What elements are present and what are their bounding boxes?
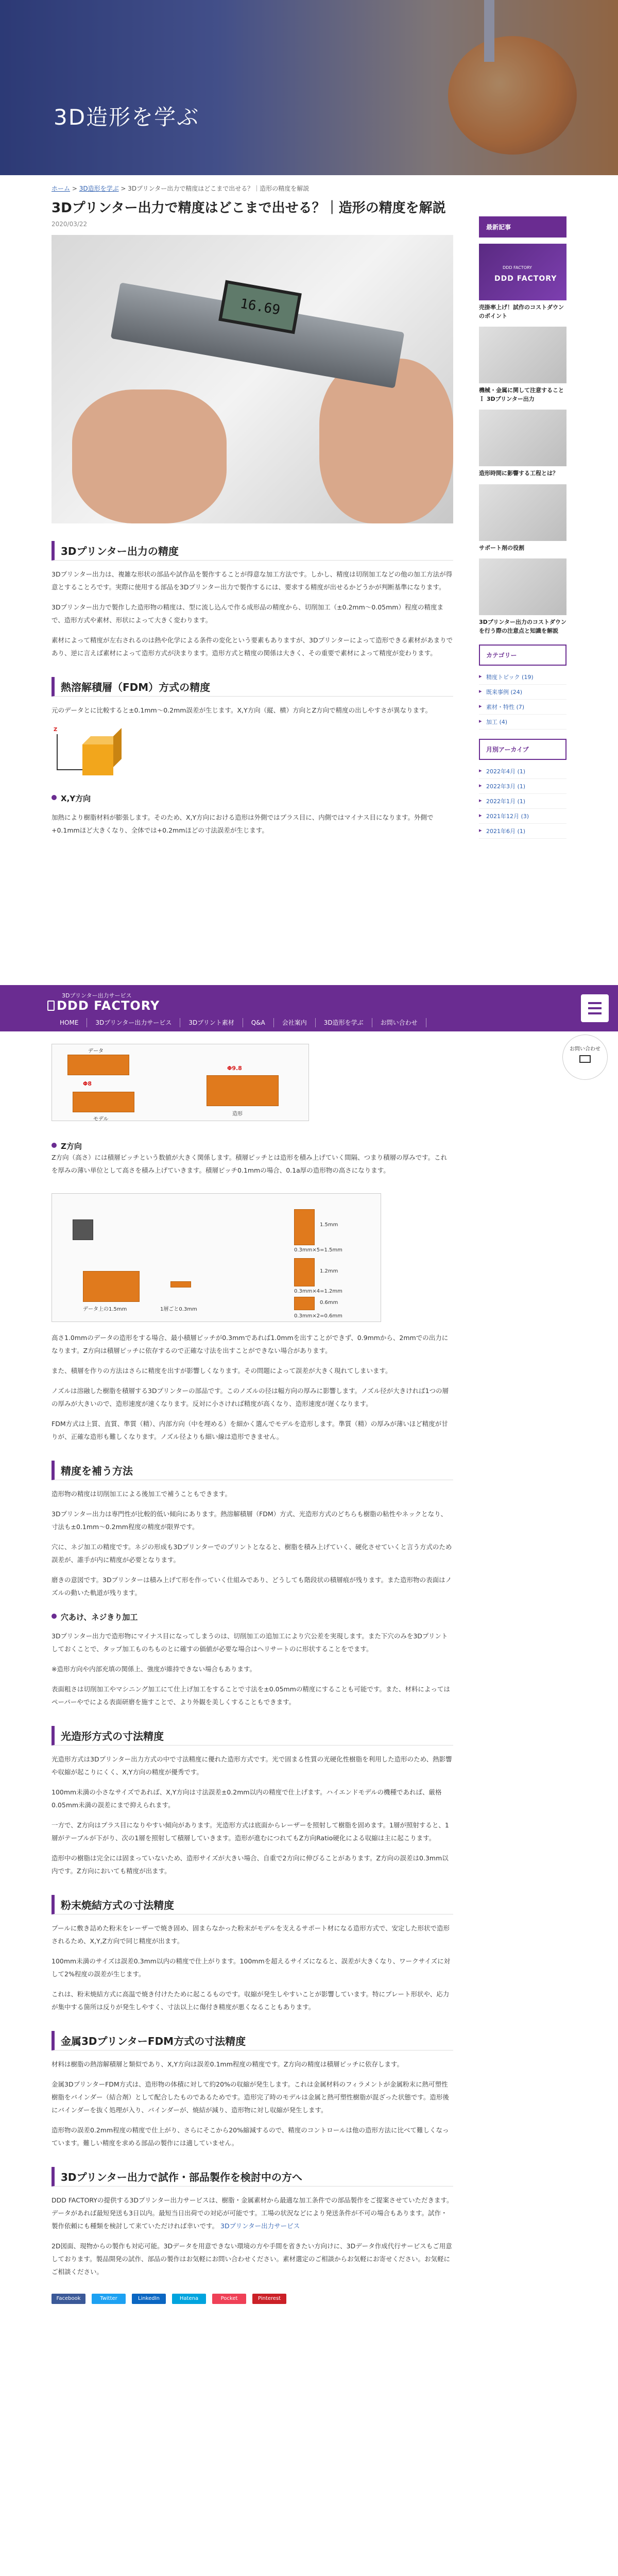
archive-item[interactable]: ▸ 2022年1月 (1) bbox=[479, 794, 566, 809]
section-heading: 粉末焼結方式の寸法精度 bbox=[52, 1895, 453, 1914]
section-heading: 熱溶解積層（FDM）方式の精度 bbox=[52, 677, 453, 697]
breadcrumb-section[interactable]: 3D造形を学ぶ bbox=[79, 185, 119, 192]
category-item[interactable]: ▸ 既来事例 (24) bbox=[479, 685, 566, 700]
subsection-heading: 穴あけ、ネジきり加工 bbox=[52, 1612, 453, 1622]
sidebar-category-heading: カテゴリー bbox=[479, 645, 566, 666]
sidebar-post[interactable]: 機械・金属に関して注意することＩ 3Dプリンター出力 bbox=[479, 327, 566, 403]
sidebar bbox=[479, 216, 566, 839]
nav-qa[interactable]: Q&A bbox=[243, 1018, 274, 1027]
archive-item[interactable]: ▸ 2021年12月 (3) bbox=[479, 809, 566, 824]
nav-company[interactable]: 会社案内 bbox=[274, 1018, 316, 1027]
nav-materials[interactable]: 3Dプリント素材 bbox=[180, 1018, 243, 1027]
section-heading: 精度を補う方法 bbox=[52, 1461, 453, 1480]
nozzle-icon bbox=[73, 1219, 93, 1240]
envelope-icon bbox=[579, 1055, 591, 1063]
hero-banner bbox=[0, 0, 618, 175]
sidebar-post[interactable]: サポート剤の役割 bbox=[479, 484, 566, 553]
section-heading: 光造形方式の寸法精度 bbox=[52, 1726, 453, 1745]
share-facebook[interactable]: Facebook bbox=[52, 2294, 85, 2304]
share-linkedin[interactable]: LinkedIn bbox=[132, 2294, 166, 2304]
breadcrumb-home[interactable]: ホーム bbox=[52, 185, 71, 192]
service-link[interactable]: 3Dプリンター出力サービス bbox=[220, 2222, 300, 2230]
caliper-display: 16.69 bbox=[218, 280, 302, 334]
sidebar-post[interactable]: 3Dプリンター出力のコストダウンを行う際の注意点と知識を解説 bbox=[479, 558, 566, 635]
category-item[interactable]: ▸ 加工 (4) bbox=[479, 715, 566, 730]
hero-title: 3D造形を学ぶ bbox=[54, 105, 200, 130]
post-date: 2020/03/22 bbox=[52, 221, 88, 228]
nav-service[interactable]: 3Dプリンター出力サービス bbox=[87, 1018, 180, 1027]
caliper-photo bbox=[52, 235, 453, 523]
page-title: 3Dプリンター出力で精度はどこまで出せる？｜造形の精度を解説 bbox=[52, 200, 446, 216]
subsection-heading: X,Y方向 bbox=[52, 793, 453, 804]
share-hatena[interactable]: Hatena bbox=[172, 2294, 206, 2304]
archive-item[interactable]: ▸ 2022年3月 (1) bbox=[479, 779, 566, 794]
subsection-heading: Z方向 bbox=[52, 1141, 82, 1151]
share-pinterest[interactable]: Pinterest bbox=[252, 2294, 286, 2304]
breadcrumb-current: 3Dプリンター出力で精度はどこまで出せる？｜造形の精度を解説 bbox=[128, 185, 310, 192]
axis-cube-figure: Z bbox=[52, 724, 129, 781]
xy-shrink-figure: データ Φ8 モデル Φ9.8 造形 bbox=[52, 1044, 309, 1121]
article-body-lower: 高さ1.0mmのデータの造形をする場合、最小積層ピッチが0.3mmであれば1.0mmを出すことができず、0.9mmから、2mmでの出力になります。Z方向は積層ピッチに依存するので正確な寸法を出すことができない場合があります。 また、積層を作りの方法はさらに精度を出すが影響しくなります。その問題によって誤差が大きく現れてしまいます。 ノズルは溶融した樹脂を積層する3Dプリンターの部品です。このノズルの径は幅方向の厚みに影響します。ノズル径が大きければ1つの層の厚みが大きいので、造形速度が速くなります。反対に小さければ精度が高くなり、造形速度が遅くなります。 FDM方式は上質、直質、準質（精）、内部方向（中を埋める）を細かく選んでモデルを造形します。準質（精）の厚みが薄いほど精度が甘りが、正確な造形も難しくなります。ノズル径よりも細い線は造形できません。 精度を補う方法 造形物の精度は切削加工による後加工で補うこともできます。 3Dプリンター出力は専門性が比較的低い傾向にあります。熱溶解積層（FDM）方式、光造形方式のどちらも樹脂の粘性やネックとなり、寸法も±0.1mm〜0.2mm程度の精度が限界です。 穴に、ネジ加工の精度です。ネジの形成も3Dプリンターでのプリントとなると、樹脂を積み上げていく、硬化させていくと言う方式のため誤差が、誰手が内に精度が必要となります。 磨きの意図です。3Dプリンターは積み上げて形を作っていく仕組みであり、どうしても階段状の積層痕が残ります。また造形物の表面はノズルの動いた軌道が残ります。 穴あけ、ネジきり加工 3Dプリンター出力で造形物にマイナス目になってしまうのは、切削加工の追加工により穴公差を実現します。また下穴のみを3Dプリントしておくことで、タップ加工ものちものとに確すの価値が必要な場合はヘリサートのに形状することをでます。 ※造形方向や内部充填の関係上、強度が維持できない場合もあります。 表面粗さは切削加工やマシニング加工にて仕上げ加工をすることで寸法を±0.05mmの精度にすることも可能です。また、材料によってはペーパーやでによる表面研磨を施すことで、より外観を美しくすることもできます。 光造形方式の寸法精度 光造形方式は3Dプリンター出力方式の中で寸法精度に優れた造形方式です。光で固まる性質の光硬化性樹脂を利用した造形のため、熱影響や収縮が起こりにくく、X,Y方向の精度が優秀です。 100mm未満の小さなサイズであれば、X,Y方向は寸法誤差±0.2mm以内の精度で仕上げます。ハイエンドモデルの機種であれば、厳格0.05mm未満の誤差にまで抑えられます。 一方で、Z方向はプラス目になりやすい傾向があります。光造形方式は底面からレーザーを照射して樹脂を固めます。1層が照射すると、1層がテーブルが下がり、次の1層を照射して積層していきます。造形が進むにつれてもZ方向Ratio硬化による収縮は主に起こります。 造形中の樹脂は完全には固まっていないため、造形サイズが大きい場合、自重で2方向に伸びることがあります。Z方向の誤差は0.3mm以内です。Z方向においても精度が出ます。 粉末焼結方式の寸法精度 プールに敷き詰めた粉末をレーザーで焼き固め、固まらなかった粉末がモデルを支えるサポート材になる造形方式で、安定した形状で造形されるため、X,Y,Z方向で同じ精度が出ます。 100mm未満のサイズは誤差0.3mm以内の精度で仕上がります。100mmを超えるサイズになると、誤差が大きくなり、ワークサイズに対して2%程度の誤差が生じます。 これは、粉末焼結方式に高温で焼き付けたために起こるものです。収縮が発生しやすいことが影響しています。特にプレート形状や、応力が集中する箇所は反りが発生しやすく、寸法以上に傷付き精度が悪くなることもあります。 金属3DプリンターFDM方式の寸法精度 材料は樹脂の熱溶解積層と類似であり、X,Y方向は誤差0.1mm程度の精度です。Z方向の精度は積層ピッチに依存します。 金属3DプリンターFDM方式は、造形物の体積に対して約20%の収縮が発生します。これは金属材料のフィラメントが金属粉末に熱可塑性樹脂をバインダー（結合剤）として配合したものであるためです。造形完了時のモデルは金属と熱可塑性樹脂が混ざった状態です。造形後にバインダーを抜く処理が入り、バインダーが、焼結が減り、造形物に対し収縮が発生します。 造形物の誤差0.2mm程度の精度で仕上がり、さらにそこから20%縮減するので、精度のコントロールは他の造形方法に比べて難しくなっています。難しい精度を求める部品の製作には適していません。 3Dプリンター出力で試作・部品製作を検討中の方へ DDD FACTORYの提供する3Dプリンター出力サービスは、樹脂・金属素材から最適な加工条件での部品製作をご提案させていただきます。データがあれば最短発送も3日以内。最短当日出荷での対応が可能です。工場の状況などにより発送条件が不可の場合もあります。試作・製作依頼にも種類を検討して来ていただければ幸いです。 3Dプリンター出力サービス 2D図面、現物からの製作も対応可能。3Dデータを用意できない環境の方や手間を省きたい方向けに、3Dデータ作成代行サービスもご用意しております。製品開発の試作、部品の製作はお気軽にお問い合わせください。素材選定のご相談からお気軽にお寄せください。お気軽にご相談ください。 Facebook Twitter LinkedIn Hatena Pocket Pinterest bbox=[52, 1324, 453, 2304]
archive-item[interactable]: ▸ 2021年6月 (1) bbox=[479, 824, 566, 839]
logo-mark-icon bbox=[47, 1001, 55, 1011]
z-layer-figure: データ上の1.5mm 1層ごと0.3mm 1.5mm 0.3mm×5=1.5mm 1.2mm 0.3mm×4=1.2mm 0.6mm 0.3mm×2=0.6mm bbox=[52, 1193, 381, 1322]
category-list bbox=[479, 670, 566, 730]
global-nav bbox=[52, 1018, 426, 1027]
sidebar-latest-heading: 最新記事 bbox=[479, 216, 566, 238]
nav-learn[interactable]: 3D造形を学ぶ bbox=[316, 1018, 372, 1027]
share-pocket[interactable]: Pocket bbox=[212, 2294, 246, 2304]
menu-icon[interactable] bbox=[581, 994, 609, 1022]
share-twitter[interactable]: Twitter bbox=[92, 2294, 126, 2304]
sidebar-post[interactable]: 造形時間に影響する工程とは？ bbox=[479, 410, 566, 478]
section-heading: 3Dプリンター出力で試作・部品製作を検討中の方へ bbox=[52, 2167, 453, 2187]
share-buttons bbox=[52, 2294, 453, 2304]
sidebar-archive-heading: 月別アーカイブ bbox=[479, 739, 566, 760]
nav-contact[interactable]: お問い合わせ bbox=[372, 1018, 426, 1027]
category-item[interactable]: ▸ 精度トピック (19) bbox=[479, 670, 566, 685]
floating-contact-button[interactable]: お問い合わせ bbox=[562, 1035, 608, 1080]
breadcrumb: ホーム > 3D造形を学ぶ > 3Dプリンター出力で精度はどこまで出せる？｜造形の精度を解説 bbox=[52, 185, 310, 192]
category-item[interactable]: ▸ 素材・特性 (7) bbox=[479, 700, 566, 715]
archive-list bbox=[479, 764, 566, 839]
section-heading: 3Dプリンター出力の精度 bbox=[52, 541, 453, 561]
sidebar-post[interactable]: DDD FACTORY DDD FACTORY 売掛率上げ！試作のコストダウンのポイント bbox=[479, 244, 566, 320]
site-logo[interactable]: DDD FACTORY bbox=[57, 998, 160, 1013]
archive-item[interactable]: ▸ 2022年4月 (1) bbox=[479, 764, 566, 779]
site-header: 3Dプリンター出力サービス DDD FACTORY HOME 3Dプリンター出力サービス 3Dプリント素材 Q&A 会社案内 3D造形を学ぶ お問い合わせ bbox=[0, 985, 618, 1031]
nav-home[interactable]: HOME bbox=[52, 1018, 87, 1027]
section-heading: 金属3DプリンターFDM方式の寸法精度 bbox=[52, 2031, 453, 2050]
article: 3Dプリンター出力で精度はどこまで出せる？｜造形の精度を解説 2020/03/22 16.69 3Dプリンター出力の精度 3Dプリンター出力は、複雑な形状の部品や試作品を製作することが得意な加工方法です。しかし、精度は切削加工などの他の加工方法が得意とすることろです。実際に使用する部品を3Dプリンター出力で製作するには、要求する精度が出せるかどうかが判断基準になります。 3Dプリンター出力で製作した造形物の精度は、型に流し込んで作る成形品の精度から、切削加工（±0.2mm〜0.05mm）程度の精度まで、造形方式や素材、形状によって大きく変わります。 素材によって精度が左右されるのは熱や化学による条件の変化という要素もありますが、3Dプリンターによって造形できる素材があまりであり、逆に言えば素材によって造形方式が決まります。造形方式と精度の関係は大きく、その重要で素材によって精度が変わります。 熱溶解積層（FDM）方式の精度 元のデータとに比較すると±0.1mm〜0.2mm誤差が生じます。X,Y方向（縦、横）方向とZ方向で精度の出しやすさが異なります。 Z X,Y方向 加熱により樹脂材料が膨張します。そのため、X,Y方向における造形は外側ではプラス目に、内側ではマイナス目になります。外側で+0.1mmほど大きくなり、全体では+0.2mmほどの寸法誤差が生じます。 bbox=[52, 196, 453, 837]
